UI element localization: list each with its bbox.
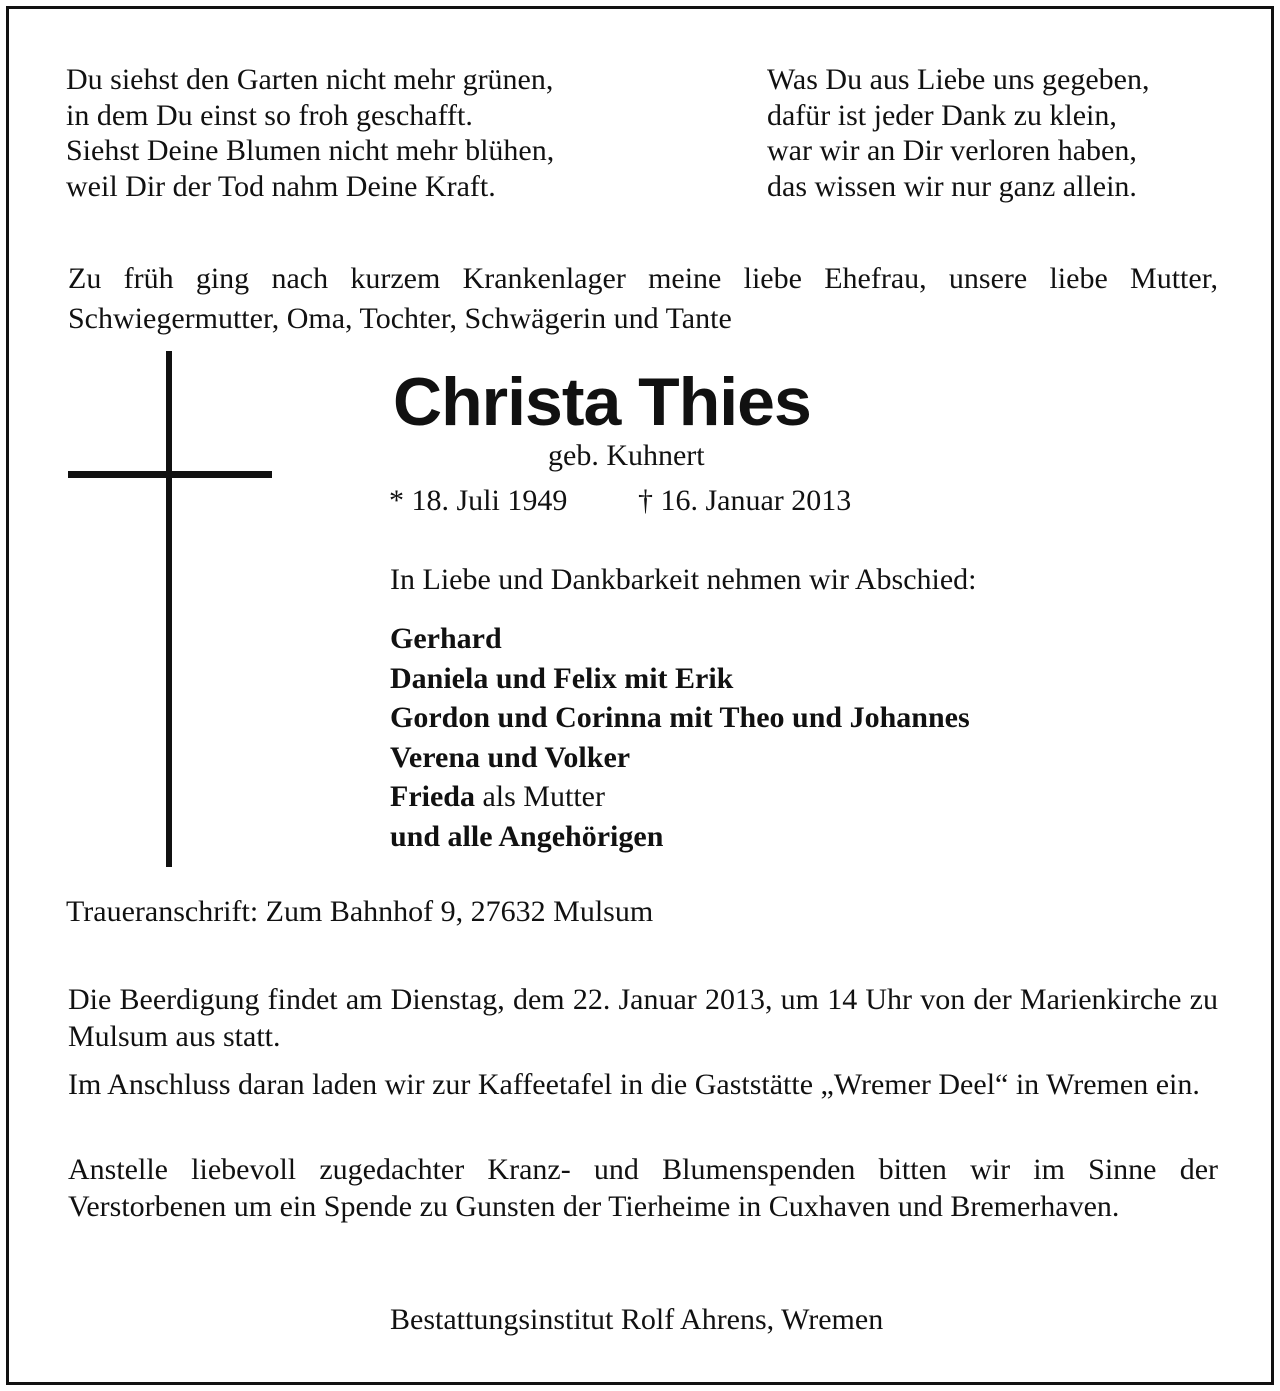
maiden-name: geb. Kuhnert <box>548 439 705 472</box>
family-line: Verena und Volker <box>390 740 631 774</box>
poem-line: weil Dir der Tod nahm Deine Kraft. <box>66 169 496 203</box>
birth-date: * 18. Juli 1949 <box>389 484 568 517</box>
family-line: Gordon und Corinna mit Theo und Johannes <box>390 701 970 735</box>
family-line: und alle Angehörigen <box>390 819 664 853</box>
poem-line: in dem Du einst so froh geschafft. <box>66 98 473 132</box>
intro-text: Zu früh ging nach kurzem Krankenlager meine liebe Ehefrau, unsere liebe Mutter, Schwiegermutter, Oma, Tochter, Schwägerin und Tante <box>68 262 1218 335</box>
poem-line: war wir an Dir verloren haben, <box>767 134 1137 167</box>
poem-line: dafür ist jeder Dank zu klein, <box>767 98 1117 132</box>
cross-icon-beam <box>68 471 272 478</box>
cross-icon <box>166 351 172 867</box>
poem-line: Was Du aus Liebe uns gegeben, <box>767 63 1150 96</box>
family-line <box>390 777 970 817</box>
family-name: Frieda <box>390 780 475 814</box>
family-relation: als Mutter <box>474 780 605 814</box>
poem-line: Du siehst den Garten nicht mehr grünen, <box>66 63 554 96</box>
family-line: Daniela und Felix mit Erik <box>390 661 734 695</box>
funeral-info: Die Beerdigung findet am Dienstag, dem 22. Januar 2013, um 14 Uhr von der Marienkirche zu Mulsum aus statt. <box>68 983 1218 1053</box>
reception-info: Im Anschluss daran laden wir zur Kaffeetafel in die Gaststätte „Wremer Deel“ in Wremen ein. <box>68 1068 1200 1101</box>
poem-right <box>767 62 1149 204</box>
death-date: † 16. Januar 2013 <box>638 484 852 517</box>
donation-info: Anstelle liebevoll zugedachter Kranz- und Blumenspenden bitten wir im Sinne der Verstorbenen um ein Spende zu Gunsten der Tierheime in Cuxhaven und Bremerhaven. <box>68 1153 1218 1223</box>
poem-line: Siehst Deine Blumen nicht mehr blühen, <box>66 134 555 167</box>
poem-line: das wissen wir nur ganz allein. <box>767 169 1137 203</box>
deceased-name: Christa Thies <box>393 364 811 440</box>
undertaker: Bestattungsinstitut Rolf Ahrens, Wremen <box>390 1303 884 1336</box>
poem-left <box>66 62 554 204</box>
family-list <box>390 619 970 857</box>
obituary-notice <box>6 6 1274 1385</box>
mourning-address: Traueranschrift: Zum Bahnhof 9, 27632 Mulsum <box>66 895 654 928</box>
family-line: Gerhard <box>390 622 502 655</box>
farewell-text: In Liebe und Dankbarkeit nehmen wir Abschied: <box>390 563 977 596</box>
